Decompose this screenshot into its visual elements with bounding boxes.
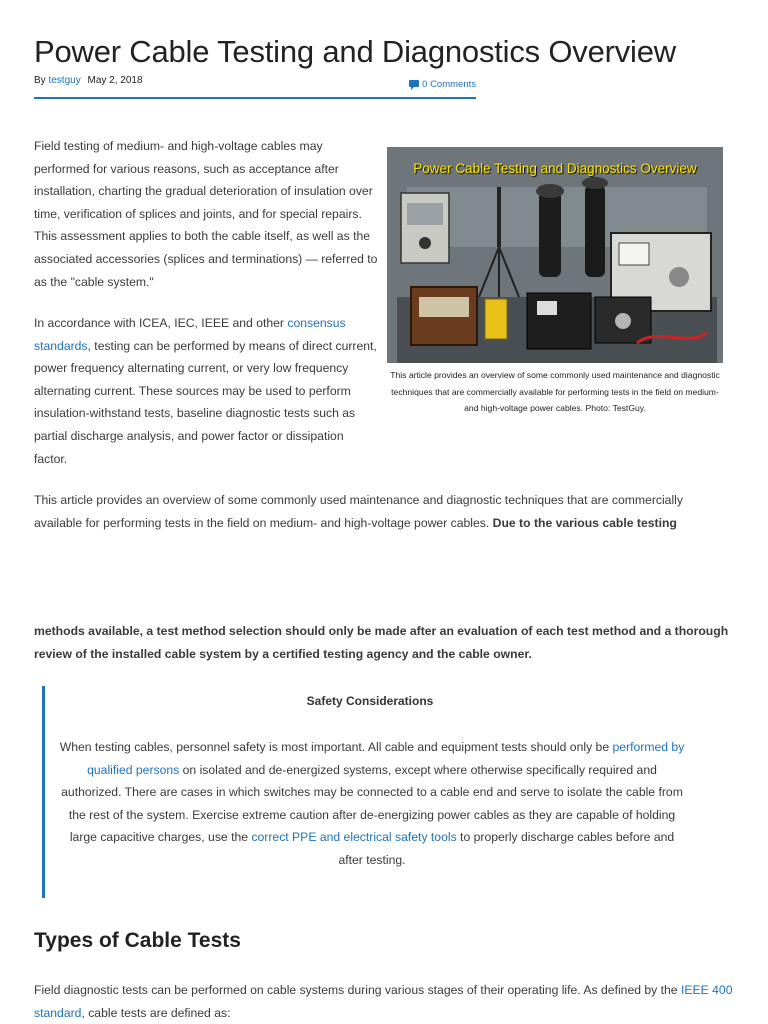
- comments-count: 0 Comments: [422, 79, 476, 90]
- text-span: , cable tests are defined as:: [81, 1005, 231, 1020]
- article-meta: [34, 75, 476, 99]
- text-span: In accordance with ICEA, IEC, IEEE and other: [34, 316, 288, 330]
- safety-callout: [42, 686, 695, 898]
- comments-link[interactable]: [409, 79, 476, 90]
- text-span: This article provides an overview of some commonly used maintenance and diagnostic techniques that are commercially available for performing tests in the field on medium- and high-voltage power cables.: [34, 493, 683, 530]
- overview-paragraph: [34, 489, 734, 534]
- by-label: By: [34, 75, 46, 86]
- publish-date: May 2, 2018: [87, 75, 143, 86]
- test-method-paragraph: methods available, a test method selection should only be made after an evaluation of each test method and a thorough review of the installed cable system by a certified testing agency and the cable owner.: [34, 624, 729, 661]
- bold-text: Due to the various cable testing: [492, 515, 677, 530]
- byline: [34, 75, 143, 86]
- equipment-photo-illustration: [387, 147, 723, 363]
- ieee-400-link[interactable]: IEEE 400 standard: [34, 983, 733, 1020]
- article-title: Power Cable Testing and Diagnostics Overview: [34, 34, 676, 69]
- figure-caption: This article provides an overview of some commonly used maintenance and diagnostic techniques that are commercially available for performing tests in the field on medium- and high-voltage power cables. Photo: TestGuy.: [390, 370, 720, 413]
- text-span: on isolated and de-energized systems, except where otherwise specifically required and authorized. There are cases in which switches may be connected to a cable end and serve to isolate the cable from the rest of the system. Exercise extreme caution after de-energizing power cables as they are capable of holding large capacitive charges, use the: [61, 762, 683, 845]
- qualified-persons-link[interactable]: performed by qualified persons: [87, 740, 685, 777]
- figure-overlay-title: Power Cable Testing and Diagnostics Overview: [413, 161, 697, 176]
- cable-tests-paragraph: [34, 979, 734, 1024]
- text-span: When testing cables, personnel safety is most important. All cable and equipment tests should only be: [59, 740, 613, 754]
- text-span: , testing can be performed by means of direct current, power frequency alternating current, or very low frequency alternating current. These sources may be used to perform insulation-withstand tests, baseline diagnostic tests such as partial discharge analysis, and power factor or dissipation factor.: [34, 338, 377, 466]
- author-link[interactable]: testguy: [48, 75, 81, 86]
- section-heading: Types of Cable Tests: [34, 929, 241, 952]
- ppe-safety-tools-link[interactable]: correct PPE and electrical safety tools: [251, 830, 457, 845]
- text-span: to properly discharge cables before and after testing.: [338, 830, 675, 867]
- intro-paragraph: Field testing of medium- and high-voltage cables may performed for various reasons, such as acceptance after installation, charting the gradual deterioration of insulation over time, verification of splices and joints, and for special repairs. This assessment applies to both the cable itself, as well as the associated accessories (splices and terminations) — referred to as the "cable system.": [34, 139, 378, 289]
- consensus-standards-link[interactable]: consensus standards: [34, 316, 346, 353]
- article-figure: [387, 147, 723, 363]
- text-span: Field diagnostic tests can be performed on cable systems during various stages of their operating life. As defined by the: [34, 983, 681, 997]
- comment-icon: [409, 80, 419, 87]
- safety-title: Safety Considerations: [306, 694, 434, 708]
- safety-body: [57, 736, 687, 872]
- standards-paragraph: [34, 312, 379, 470]
